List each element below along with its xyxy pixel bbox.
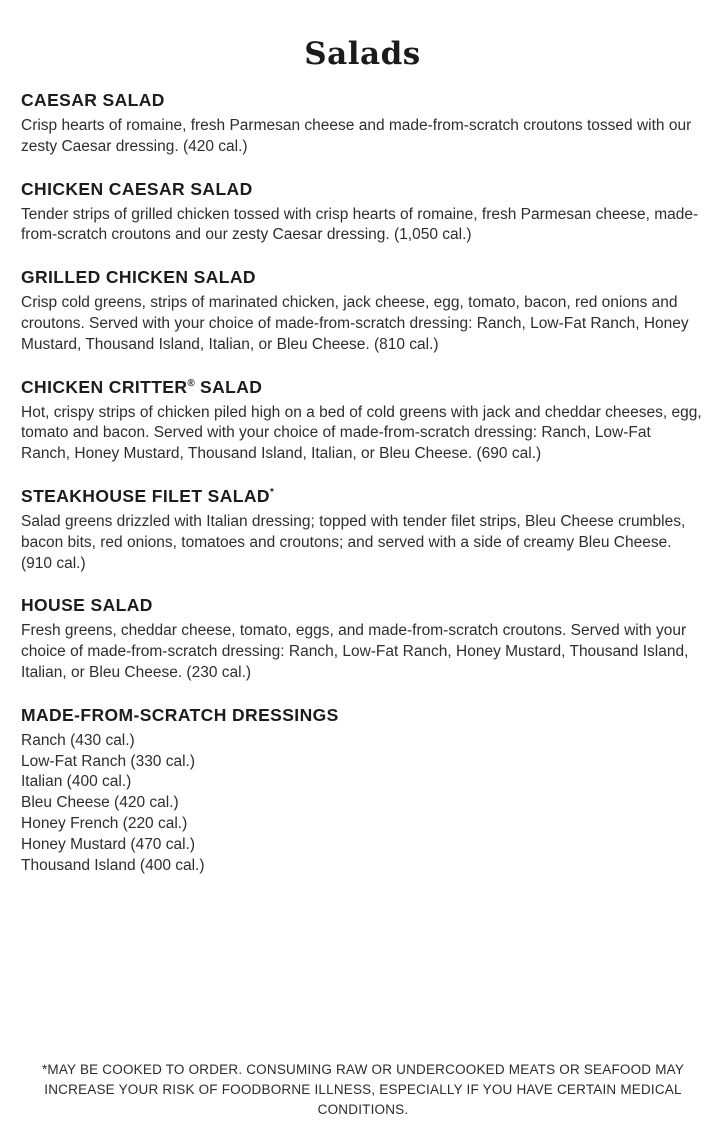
dressing-list-item: Ranch (430 cal.) (21, 731, 135, 749)
menu-item-name-suffix: SALAD (194, 376, 263, 397)
menu-item-description: Fresh greens, cheddar cheese, tomato, eggs, and made-from-scratch croutons. Served with your choice of made-from-scratch dressing: Ranch, Low-Fat Ranch, Honey Mustard, Thousand Island, Italian, or Bleu Cheese. (230 cal.) (21, 622, 689, 681)
registered-trademark-symbol: ® (187, 377, 195, 389)
menu-item-name-text: CHICKEN CAESAR SALAD (21, 178, 253, 199)
menu-item-name-text: CAESAR SALAD (21, 90, 165, 110)
menu-item-description: Salad greens drizzled with Italian dressing; topped with tender filet strips, Bleu Cheese crumbles, bacon bits, red onions, tomatoes and croutons; and served with a side of creamy Bleu Cheese. (910 cal.) (21, 512, 686, 572)
menu-item-house-salad (21, 595, 704, 683)
menu-item-name-text: HOUSE SALAD (21, 595, 153, 616)
menu-item-name-text: CHICKEN CRITTER (21, 376, 188, 397)
menu-item-description: Hot, crispy strips of chicken piled high on a bed of cold greens with jack and cheddar cheeses, egg, tomato and bacon. Served with your choice of made-from-scratch dressing: Ranch, Low-Fat Ranch, Honey Mustard, Thousand Island, Italian, or Bleu Cheese. (690 cal.) (21, 403, 702, 463)
dressings-section (21, 705, 704, 877)
menu-item-name (21, 595, 704, 616)
footer (0, 1060, 726, 1120)
menu-item-name-text: GRILLED CHICKEN SALAD (21, 267, 256, 288)
page-title: Salads (304, 36, 421, 72)
menu-item-description: Crisp hearts of romaine, fresh Parmesan cheese and made-from-scratch croutons tossed with our zesty Caesar dressing. (420 cal.) (21, 117, 692, 155)
menu-item-name (21, 486, 704, 507)
menu-item-chicken-caesar-salad (21, 179, 704, 247)
menu-item-caesar-salad (21, 90, 704, 158)
dressings-heading: MADE-FROM-SCRATCH DRESSINGS (21, 704, 339, 725)
menu-item-name-text: STEAKHOUSE FILET SALAD (21, 485, 270, 506)
menu-item-name (21, 179, 704, 200)
menu-item-grilled-chicken-salad (21, 267, 704, 355)
menu-item-description: Tender strips of grilled chicken tossed with crisp hearts of romaine, fresh Parmesan cheese, made-from-scratch croutons and our zesty Caesar dressing. (1,050 cal.) (21, 205, 699, 244)
dressing-list-item: Bleu Cheese (420 cal.) (21, 794, 179, 812)
menu-item-chicken-critter-salad (21, 377, 704, 465)
disclaimer-text: *MAY BE COOKED TO ORDER. CONSUMING RAW OR UNDERCOOKED MEATS OR SEAFOOD MAY INCREASE YOUR RISK OF FOODBORNE ILLNESS, ESPECIALLY IF YOU HAVE CERTAIN MEDICAL CONDITIONS. (41, 1062, 685, 1117)
menu-item-name (21, 377, 704, 398)
dressing-list-item: Italian (400 cal.) (21, 773, 132, 791)
dressing-list-item: Low-Fat Ranch (330 cal.) (21, 752, 196, 770)
menu-item-steakhouse-filet-salad (21, 486, 704, 574)
menu-item-name (21, 267, 704, 288)
menu-item-name (21, 90, 704, 111)
dressing-list-item: Honey French (220 cal.) (21, 814, 188, 832)
dressing-list-item: Thousand Island (400 cal.) (21, 856, 205, 874)
cooked-to-order-asterisk: * (269, 487, 274, 499)
dressing-list-item: Honey Mustard (470 cal.) (21, 835, 196, 853)
menu-item-description: Crisp cold greens, strips of marinated chicken, jack cheese, egg, tomato, bacon, red onions and croutons. Served with your choice of made-from-scratch dressing: Ranch, Low-Fat Ranch, Honey Mustard, Thousand Island, Italian, or Bleu Cheese. (810 cal.) (21, 294, 689, 353)
